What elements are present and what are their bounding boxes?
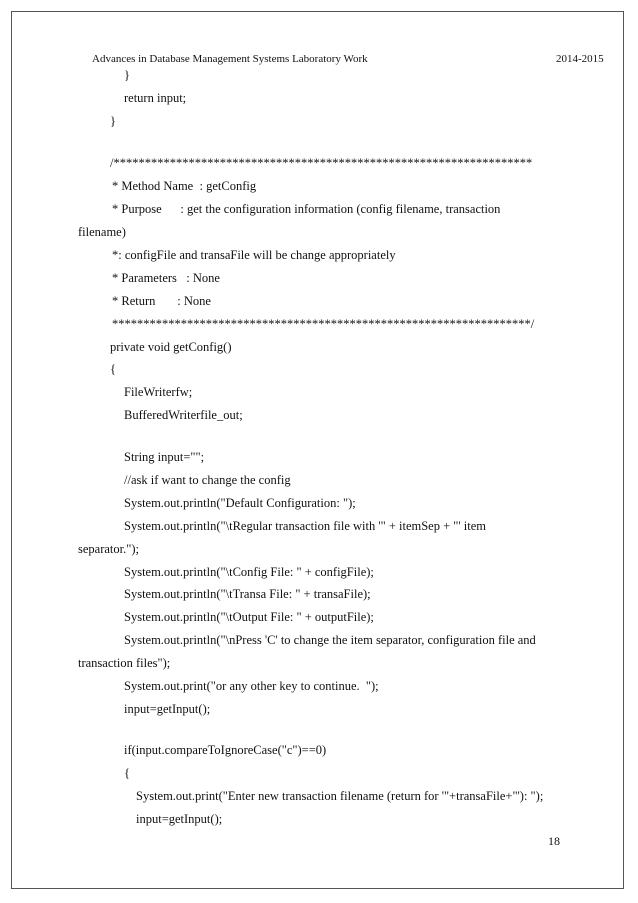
code-line: System.out.println("Default Configuration: ");	[124, 496, 356, 510]
page-number: 18	[548, 834, 560, 848]
code-line: }	[124, 68, 130, 82]
code-line: }	[110, 114, 116, 128]
code-line: separator.");	[78, 542, 139, 556]
code-line: System.out.println("\tConfig File: " + configFile);	[124, 565, 374, 579]
header-title: Advances in Database Management Systems Laboratory Work	[92, 53, 368, 65]
code-line: {	[124, 766, 130, 780]
code-line: System.out.print("or any other key to continue. ");	[124, 679, 379, 693]
code-line: if(input.compareToIgnoreCase("c")==0)	[124, 743, 327, 757]
code-line: * Return : None	[112, 294, 211, 308]
code-line: *******************************************************************/	[112, 317, 535, 331]
code-line: {	[110, 362, 116, 376]
code-line: System.out.println("\tTransa File: " + transaFile);	[124, 587, 371, 601]
code-line: //ask if want to change the config	[124, 473, 291, 487]
code-line: input=getInput();	[124, 702, 211, 716]
code-line: private void getConfig()	[110, 340, 232, 354]
code-line: BufferedWriterfile_out;	[124, 408, 243, 422]
code-line: filename)	[78, 225, 126, 239]
code-line: System.out.print("Enter new transaction filename (return for '"+transaFile+"'): ");	[136, 789, 544, 803]
code-line: return input;	[124, 91, 187, 105]
code-line: * Method Name : getConfig	[112, 179, 257, 193]
code-line: * Purpose : get the configuration information (config filename, transaction	[112, 202, 501, 216]
code-line: FileWriterfw;	[124, 385, 193, 399]
code-line: String input="";	[124, 450, 205, 464]
header-year: 2014-2015	[556, 53, 604, 65]
code-line: /*******************************************************************	[110, 156, 533, 170]
code-line: input=getInput();	[136, 812, 223, 826]
code-line: System.out.println("\nPress 'C' to change the item separator, configuration file and	[124, 633, 536, 647]
code-line: transaction files");	[78, 656, 171, 670]
code-line: System.out.println("\tOutput File: " + outputFile);	[124, 610, 374, 624]
code-line: System.out.println("\tRegular transaction file with '" + itemSep + "' item	[124, 519, 486, 533]
code-line: *: configFile and transaFile will be change appropriately	[112, 248, 396, 262]
code-line: * Parameters : None	[112, 271, 220, 285]
